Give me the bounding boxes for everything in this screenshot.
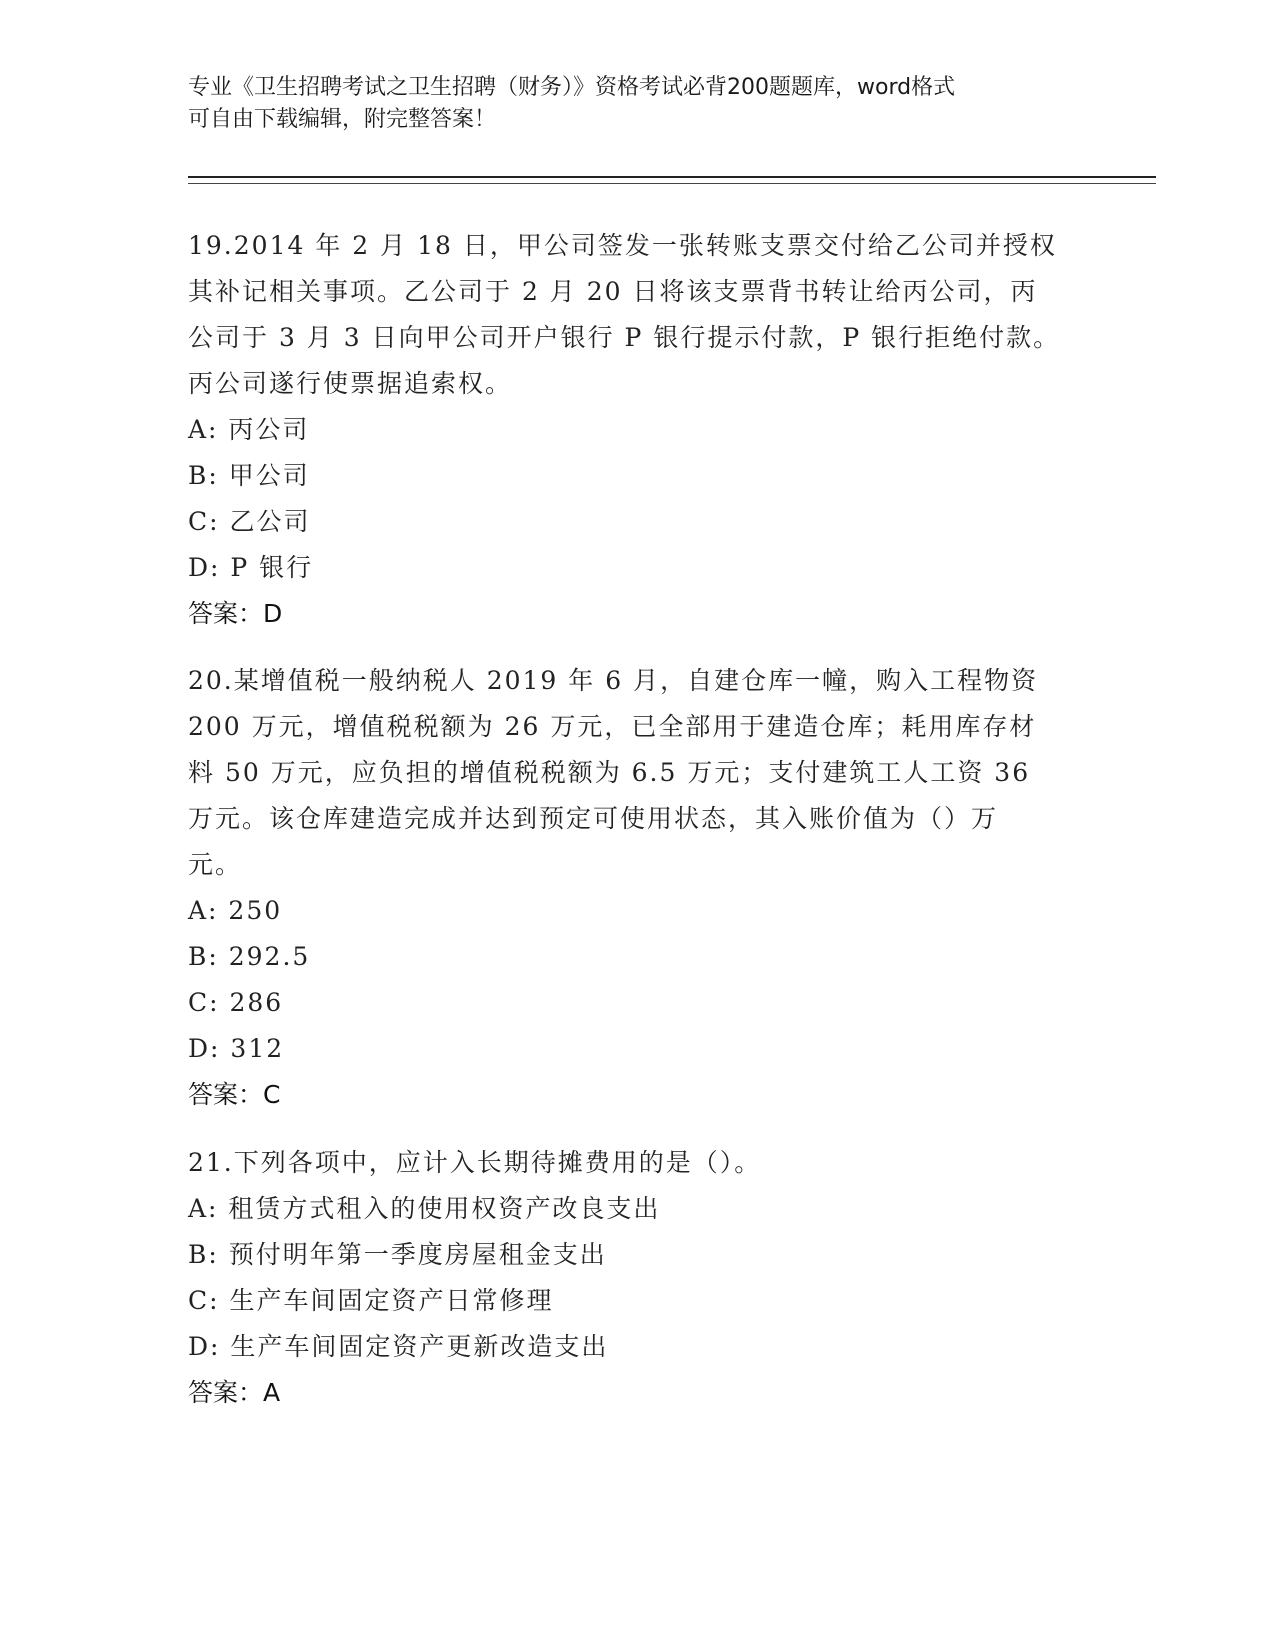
option-a: A: 租赁方式租入的使用权资产改良支出 [188,1194,661,1223]
question-stem-line: 元。 [188,850,243,879]
header-divider-thin [188,183,1156,184]
option-b: B: 甲公司 [188,461,310,490]
header-line-2: 可自由下载编辑，附完整答案！ [188,107,497,132]
question-stem-line: 料 50 万元，应负担的增值税税额为 6.5 万元；支付建筑工人工资 36 [188,758,1031,787]
option-a: A: 丙公司 [188,415,310,444]
answer: 答案：D [188,599,283,628]
option-d: D: P 银行 [188,553,314,582]
option-b: B: 预付明年第一季度房屋租金支出 [188,1240,607,1269]
question-20 [188,658,1088,1118]
option-a: A: 250 [188,896,283,925]
header-divider-thick [188,176,1156,178]
question-stem-line: 万元。该仓库建造完成并达到预定可使用状态，其入账价值为（）万 [188,804,999,833]
answer: 答案：C [188,1080,281,1109]
question-stem-line: 其补记相关事项。乙公司于 2 月 20 日将该支票背书转让给丙公司，丙 [188,277,1038,306]
answer: 答案：A [188,1378,281,1407]
option-c: C: 286 [188,988,284,1017]
question-stem-line: 丙公司遂行使票据追索权。 [188,369,513,398]
header-line-1: 专业《卫生招聘考试之卫生招聘（财务）》资格考试必背200题题库，word格式 [188,75,956,100]
question-stem-line: 公司于 3 月 3 日向甲公司开户银行 P 银行提示付款，P 银行拒绝付款。 [188,323,1061,352]
question-stem-line: 20.某增值税一般纳税人 2019 年 6 月，自建仓库一幢，购入工程物资 [188,666,1039,695]
question-stem-line: 200 万元，增值税税额为 26 万元，已全部用于建造仓库；耗用库存材 [188,712,1037,741]
question-stem-line: 21.下列各项中，应计入长期待摊费用的是（）。 [188,1148,762,1177]
question-stem-line: 19.2014 年 2 月 18 日，甲公司签发一张转账支票交付给乙公司并授权 [188,231,1057,260]
question-19 [188,223,1088,637]
option-d: D: 312 [188,1034,285,1063]
option-d: D: 生产车间固定资产更新改造支出 [188,1332,609,1361]
option-b: B: 292.5 [188,942,311,971]
question-21 [188,1140,1088,1416]
option-c: C: 生产车间固定资产日常修理 [188,1286,554,1315]
option-c: C: 乙公司 [188,507,311,536]
document-header [188,72,1088,136]
